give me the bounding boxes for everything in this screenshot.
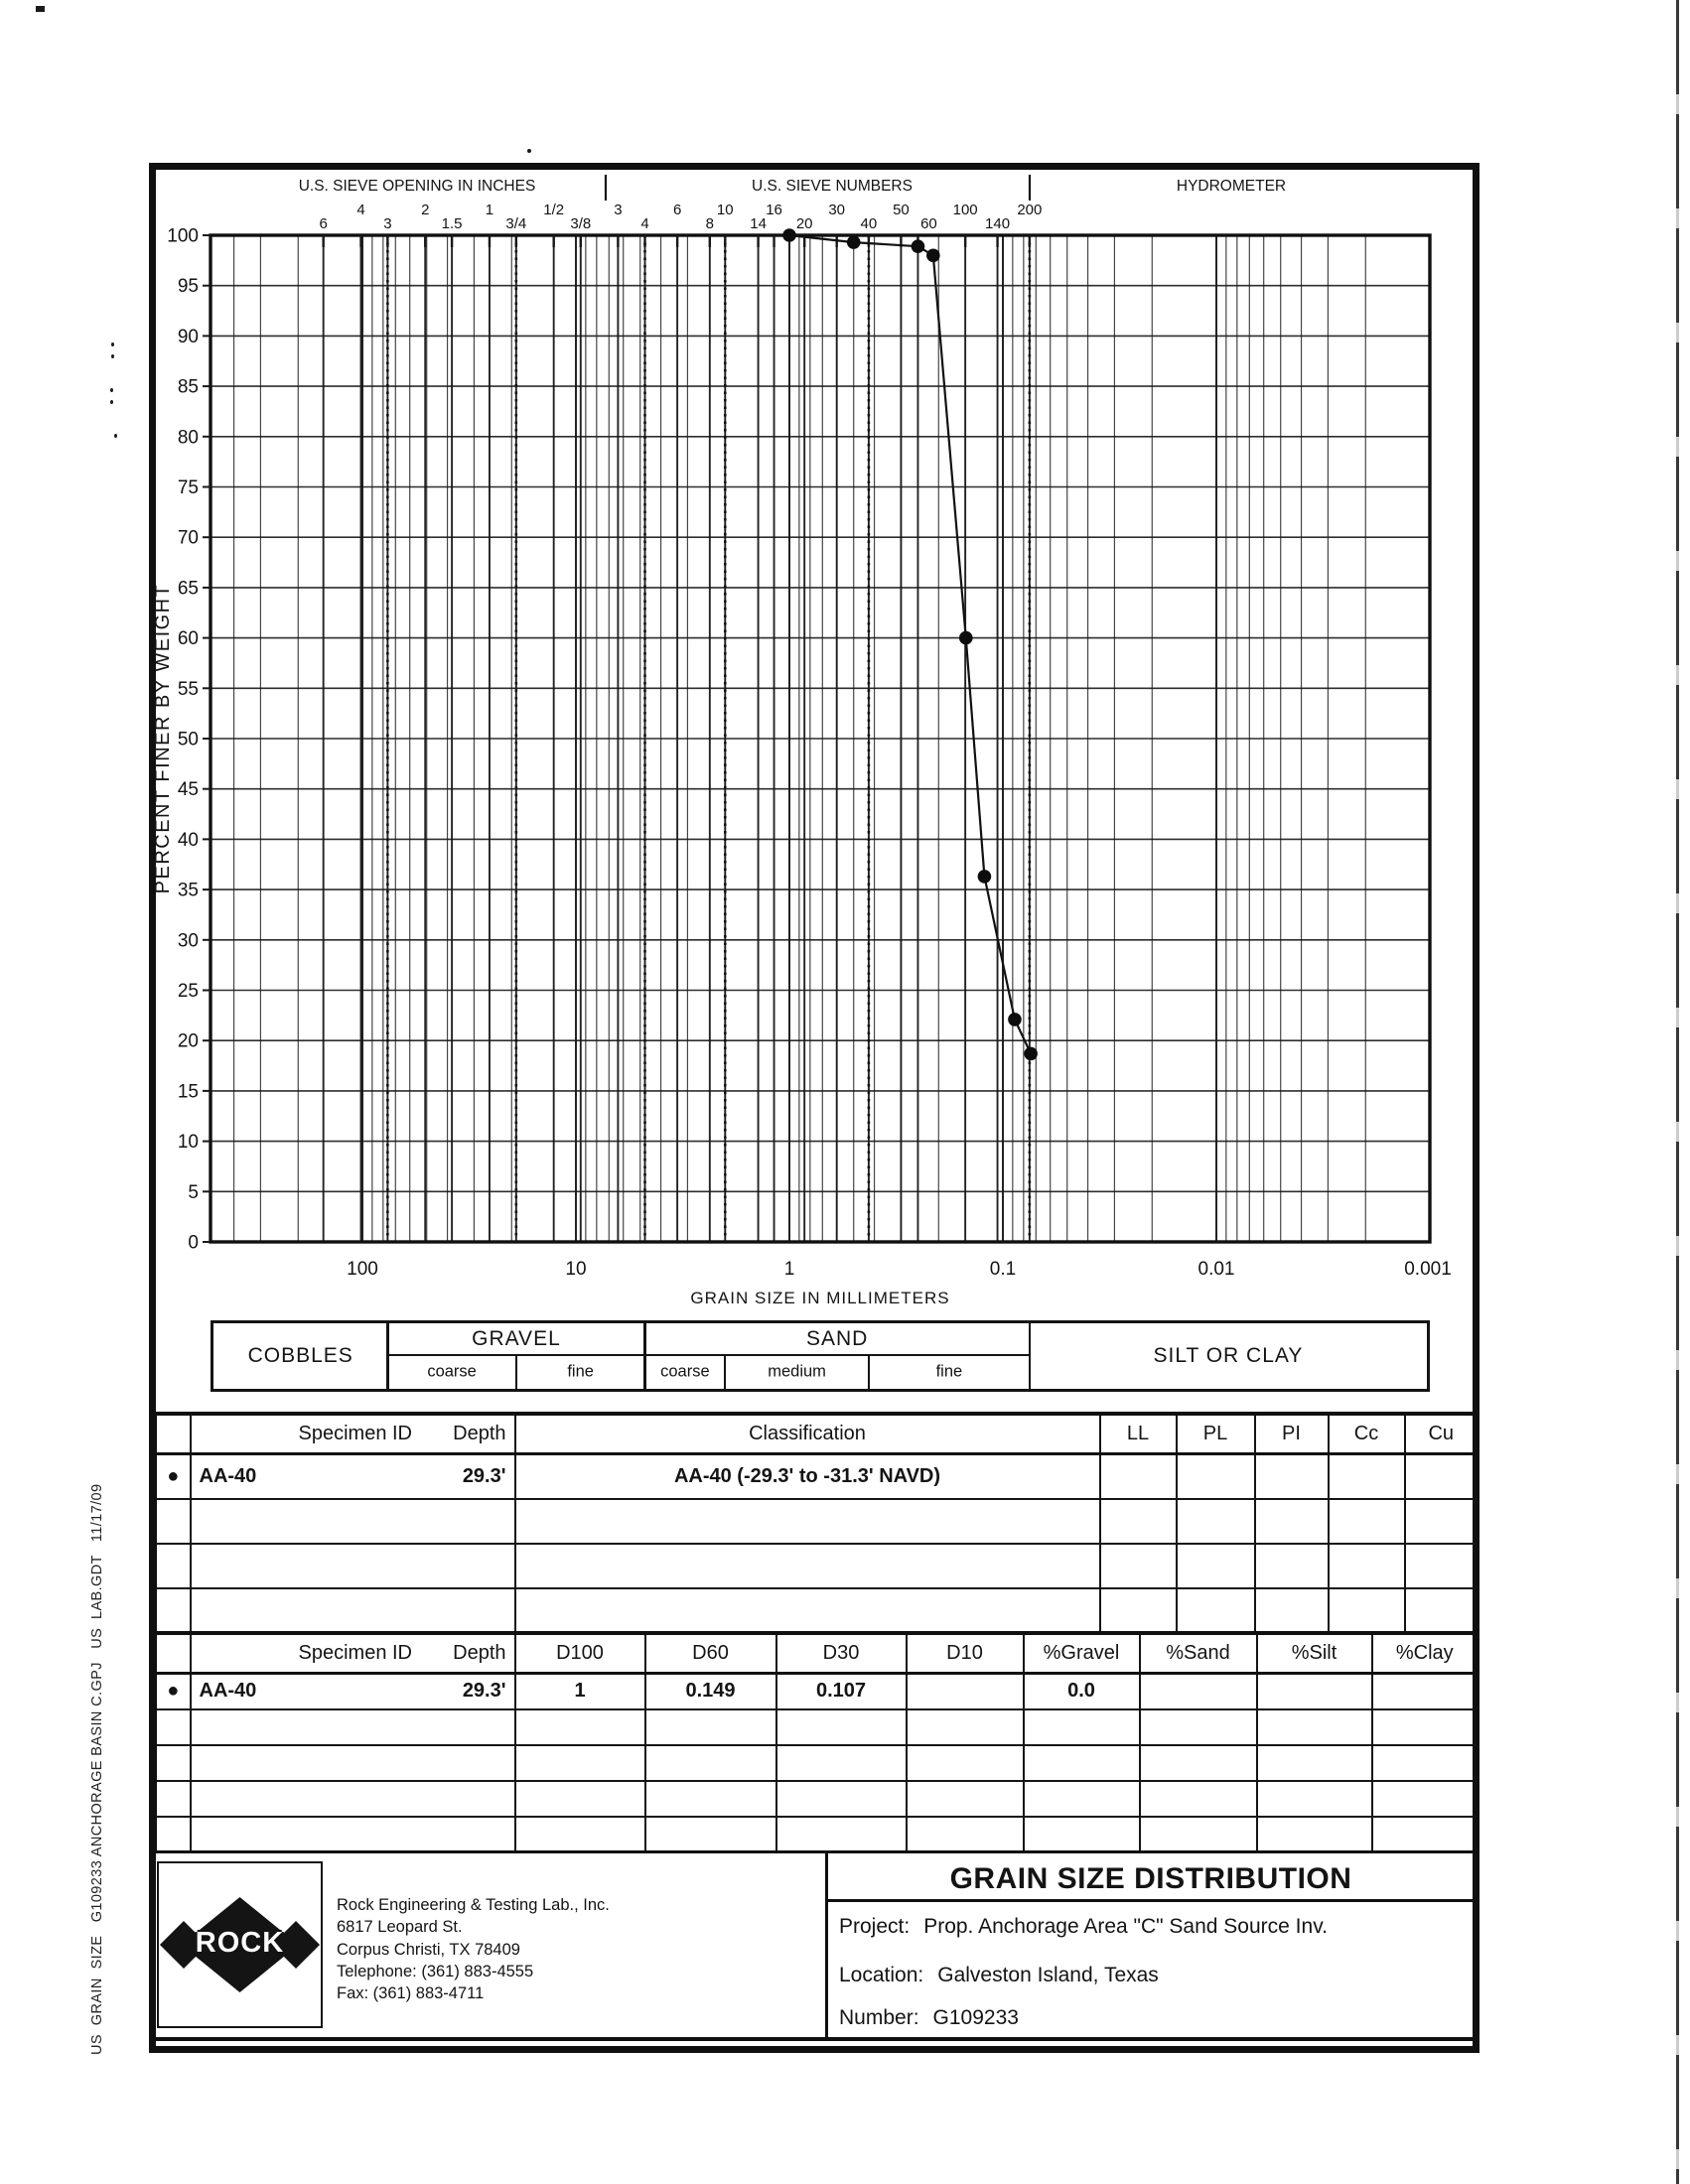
svg-text:1/2: 1/2 (543, 202, 565, 218)
svg-text:4: 4 (356, 202, 365, 218)
gradation-curve (782, 228, 1038, 1060)
company-city: Corpus Christi, TX 78409 (337, 1940, 520, 1959)
svg-text:80: 80 (177, 427, 199, 449)
value-cell (1257, 1781, 1372, 1817)
svg-text:100: 100 (167, 225, 199, 247)
value-cell (1257, 1674, 1372, 1709)
value-cell (1257, 1745, 1372, 1781)
value-cell (1372, 1781, 1479, 1817)
x-axis-tick-labels (347, 1259, 1452, 1280)
company-name: Rock Engineering & Testing Lab., Inc. (337, 1896, 610, 1914)
value-cell (1177, 1453, 1255, 1499)
value-cell (1372, 1745, 1479, 1781)
svg-text:0: 0 (188, 1232, 199, 1254)
specimen-depth-cell (191, 1817, 515, 1852)
value-cell (1024, 1817, 1140, 1852)
specimen-depth-cell (191, 1781, 515, 1817)
specimen-depth-cell (191, 1709, 515, 1745)
svg-text:60: 60 (177, 628, 199, 650)
value-cell (1024, 1709, 1140, 1745)
band-divider (387, 1354, 1029, 1356)
value-cell (1024, 1745, 1140, 1781)
value-cell (515, 1781, 645, 1817)
svg-text:20: 20 (795, 215, 813, 232)
svg-text:14: 14 (750, 215, 767, 232)
value-cell (1255, 1588, 1329, 1633)
value-cell (776, 1817, 907, 1852)
specimen-bullet-icon (156, 1817, 191, 1852)
footer-top-divider (154, 1850, 1477, 1853)
company-telephone: Telephone: (361) 883-4555 (337, 1962, 534, 1980)
value-cell (1329, 1499, 1405, 1544)
column-header: PI (1255, 1414, 1329, 1453)
column-header: LL (1100, 1414, 1177, 1453)
value-cell (1255, 1544, 1329, 1588)
svg-text:10: 10 (177, 1132, 199, 1154)
band-label-cobbles: COBBLES (247, 1344, 353, 1367)
column-header: Cc (1329, 1414, 1405, 1453)
specimen-bullet-icon (156, 1588, 191, 1633)
value-cell (1405, 1453, 1479, 1499)
table-row (156, 1709, 1479, 1745)
sidebar-file-stamp: US GRAIN SIZE G109233 ANCHORAGE BASIN C.GPJ US LAB.GDT 11/17/09 (89, 1483, 105, 2055)
value-cell (1024, 1781, 1140, 1817)
svg-text:95: 95 (177, 276, 199, 298)
classification-cell: AA-40 (-29.3' to -31.3' NAVD) (515, 1453, 1100, 1499)
svg-text:3: 3 (614, 202, 623, 218)
value-cell (1372, 1817, 1479, 1852)
specimen-bullet-icon: ● (156, 1674, 191, 1709)
band-label-gravel: GRAVEL (472, 1326, 561, 1350)
value-cell (907, 1781, 1024, 1817)
svg-text:40: 40 (860, 215, 878, 232)
band-label-gravel-fine: fine (567, 1362, 594, 1380)
company-logo (157, 1861, 323, 2028)
svg-text:55: 55 (177, 678, 199, 700)
column-header: %Clay (1372, 1633, 1479, 1674)
svg-text:70: 70 (177, 527, 199, 549)
column-header: D10 (907, 1633, 1024, 1674)
number-row (839, 2006, 1019, 2030)
column-header: %Gravel (1024, 1633, 1140, 1674)
column-header: D30 (776, 1633, 907, 1674)
svg-text:5: 5 (188, 1181, 199, 1203)
svg-text:2: 2 (421, 202, 430, 218)
value-cell (1372, 1709, 1479, 1745)
svg-text:25: 25 (177, 981, 199, 1002)
value-cell (907, 1817, 1024, 1852)
svg-text:85: 85 (177, 376, 199, 398)
project-label: Project: (839, 1915, 911, 1938)
band-divider (868, 1354, 870, 1389)
number-value: G109233 (932, 2006, 1019, 2029)
svg-text:50: 50 (893, 202, 910, 218)
value-cell (645, 1781, 776, 1817)
column-header: Cu (1405, 1414, 1479, 1453)
value-cell (1405, 1544, 1479, 1588)
location-label: Location: (839, 1964, 924, 1986)
svg-text:100: 100 (952, 202, 978, 218)
value-cell (1140, 1745, 1257, 1781)
specimen-depth-cell: AA-40 29.3' (191, 1674, 515, 1709)
axis-title-y: PERCENT FINER BY WEIGHT (152, 583, 174, 894)
value-cell (645, 1817, 776, 1852)
scan-speck (114, 434, 117, 438)
svg-text:30: 30 (828, 202, 846, 218)
scan-speck (527, 149, 531, 153)
scan-speck (36, 6, 45, 12)
specimen-depth-header: Specimen ID Depth (191, 1633, 515, 1674)
svg-text:140: 140 (985, 215, 1011, 232)
classification-cell (515, 1544, 1100, 1588)
value-cell (645, 1745, 776, 1781)
value-cell (1140, 1709, 1257, 1745)
band-divider (515, 1354, 517, 1389)
column-header: %Silt (1257, 1633, 1372, 1674)
specimen-bullet-icon (156, 1781, 191, 1817)
svg-text:100: 100 (347, 1259, 378, 1280)
band-label-sand: SAND (805, 1326, 869, 1350)
svg-text:6: 6 (319, 215, 328, 232)
svg-text:1: 1 (783, 1259, 795, 1280)
y-axis-ticks (203, 235, 211, 1242)
specimen-gradation-values-table (154, 1631, 1479, 1853)
specimen-bullet-icon (156, 1709, 191, 1745)
bullet-column-header (156, 1633, 191, 1674)
value-cell (1177, 1499, 1255, 1544)
svg-text:1: 1 (485, 202, 494, 218)
project-value: Prop. Anchorage Area "C" Sand Source Inv. (923, 1915, 1328, 1938)
specimen-bullet-icon (156, 1544, 191, 1588)
header-sieve-inches: U.S. SIEVE OPENING IN INCHES (298, 178, 536, 195)
value-cell (1329, 1588, 1405, 1633)
sieve-size-labels (319, 202, 1042, 232)
specimen-bullet-icon (156, 1499, 191, 1544)
column-header: D100 (515, 1633, 645, 1674)
column-header: %Sand (1140, 1633, 1257, 1674)
specimen-depth-header: Specimen ID Depth (191, 1414, 515, 1453)
value-cell (1255, 1499, 1329, 1544)
svg-text:1.5: 1.5 (441, 215, 463, 232)
band-label-sand-medium: medium (768, 1362, 826, 1380)
value-cell (1177, 1544, 1255, 1588)
svg-text:3: 3 (383, 215, 392, 232)
table-row (156, 1544, 1479, 1588)
axis-title-x: GRAIN SIZE IN MILLIMETERS (690, 1289, 950, 1307)
value-cell (1177, 1588, 1255, 1633)
column-header: D60 (645, 1633, 776, 1674)
company-address: 6817 Leopard St. (337, 1918, 463, 1937)
value-cell (1140, 1817, 1257, 1852)
value-cell (1140, 1674, 1257, 1709)
report-title: GRAIN SIZE DISTRIBUTION (949, 1862, 1352, 1895)
company-info (337, 1894, 610, 2004)
svg-text:15: 15 (177, 1081, 199, 1103)
location-row (839, 1964, 1159, 1987)
soil-classification-band (211, 1320, 1430, 1392)
svg-text:0.01: 0.01 (1197, 1259, 1235, 1280)
table-row (156, 1499, 1479, 1544)
svg-text:75: 75 (177, 478, 199, 498)
svg-text:200: 200 (1017, 202, 1043, 218)
svg-text:4: 4 (640, 215, 649, 232)
value-cell (515, 1745, 645, 1781)
value-cell (1140, 1781, 1257, 1817)
logo-text: ROCK (195, 1927, 285, 1960)
value-cell (515, 1817, 645, 1852)
specimen-classification-table (154, 1412, 1479, 1635)
header-hydrometer: HYDROMETER (1176, 178, 1287, 195)
specimen-depth-cell (191, 1745, 515, 1781)
number-label: Number: (839, 2006, 919, 2029)
value-cell (1257, 1709, 1372, 1745)
svg-text:0.1: 0.1 (989, 1259, 1017, 1280)
band-label-gravel-coarse: coarse (427, 1362, 477, 1380)
header-sieve-numbers: U.S. SIEVE NUMBERS (752, 178, 913, 195)
scan-speck (111, 342, 114, 346)
location-value: Galveston Island, Texas (937, 1964, 1159, 1986)
value-cell (1372, 1674, 1479, 1709)
bullet-column-header (156, 1414, 191, 1453)
svg-text:45: 45 (177, 779, 199, 801)
svg-text:16: 16 (766, 202, 782, 218)
page-edge-scan-line (1676, 0, 1679, 2184)
value-cell (515, 1709, 645, 1745)
svg-text:3/4: 3/4 (505, 215, 527, 232)
svg-text:3/8: 3/8 (570, 215, 592, 232)
band-label-silt-or-clay: SILT OR CLAY (1153, 1344, 1304, 1367)
value-cell (1405, 1499, 1479, 1544)
value-cell (776, 1781, 907, 1817)
svg-text:35: 35 (177, 880, 199, 901)
specimen-depth-cell (191, 1588, 515, 1633)
value-cell (1100, 1588, 1177, 1633)
value-cell (645, 1709, 776, 1745)
scan-speck (110, 400, 113, 404)
svg-text:6: 6 (672, 202, 682, 218)
svg-text:8: 8 (705, 215, 714, 232)
value-cell (1255, 1453, 1329, 1499)
table-row (156, 1817, 1479, 1852)
svg-text:20: 20 (177, 1030, 199, 1052)
classification-cell (515, 1588, 1100, 1633)
svg-text:50: 50 (177, 729, 199, 751)
table-row (156, 1674, 1479, 1709)
specimen-bullet-icon (156, 1745, 191, 1781)
value-cell (1100, 1499, 1177, 1544)
footer-bottom-divider (149, 2037, 1479, 2041)
svg-text:60: 60 (920, 215, 937, 232)
svg-text:10: 10 (565, 1259, 587, 1280)
value-cell (1405, 1588, 1479, 1633)
value-cell (1329, 1544, 1405, 1588)
value-cell (1329, 1453, 1405, 1499)
specimen-depth-cell (191, 1499, 515, 1544)
table-row (156, 1588, 1479, 1633)
svg-text:10: 10 (716, 202, 734, 218)
classification-cell (515, 1499, 1100, 1544)
svg-text:0.001: 0.001 (1404, 1259, 1452, 1280)
value-cell: 0.107 (776, 1674, 907, 1709)
title-underline (825, 1899, 1477, 1902)
value-cell: 0.0 (1024, 1674, 1140, 1709)
value-cell (907, 1709, 1024, 1745)
specimen-depth-cell: AA-40 29.3' (191, 1453, 515, 1499)
specimen-depth-cell (191, 1544, 515, 1588)
scan-speck (110, 388, 113, 392)
company-fax: Fax: (361) 883-4711 (337, 1984, 485, 2003)
value-cell (1257, 1817, 1372, 1852)
table-row (156, 1781, 1479, 1817)
band-divider (724, 1354, 726, 1389)
column-header: PL (1177, 1414, 1255, 1453)
percent-gridlines (211, 286, 1430, 1192)
value-cell (1100, 1453, 1177, 1499)
svg-text:90: 90 (177, 326, 199, 347)
classification-header: Classification (515, 1414, 1100, 1453)
svg-text:30: 30 (177, 930, 199, 952)
value-cell: 1 (515, 1674, 645, 1709)
value-cell (907, 1674, 1024, 1709)
table-row (156, 1745, 1479, 1781)
value-cell: 0.149 (645, 1674, 776, 1709)
band-label-sand-coarse: coarse (660, 1362, 710, 1380)
svg-text:40: 40 (177, 829, 199, 851)
table-row (156, 1453, 1479, 1499)
svg-text:65: 65 (177, 578, 199, 600)
band-label-sand-fine: fine (935, 1362, 963, 1380)
value-cell (776, 1745, 907, 1781)
value-cell (776, 1709, 907, 1745)
value-cell (907, 1745, 1024, 1781)
specimen-bullet-icon: ● (156, 1453, 191, 1499)
scan-speck (111, 354, 114, 358)
project-row (839, 1915, 1328, 1939)
value-cell (1100, 1544, 1177, 1588)
